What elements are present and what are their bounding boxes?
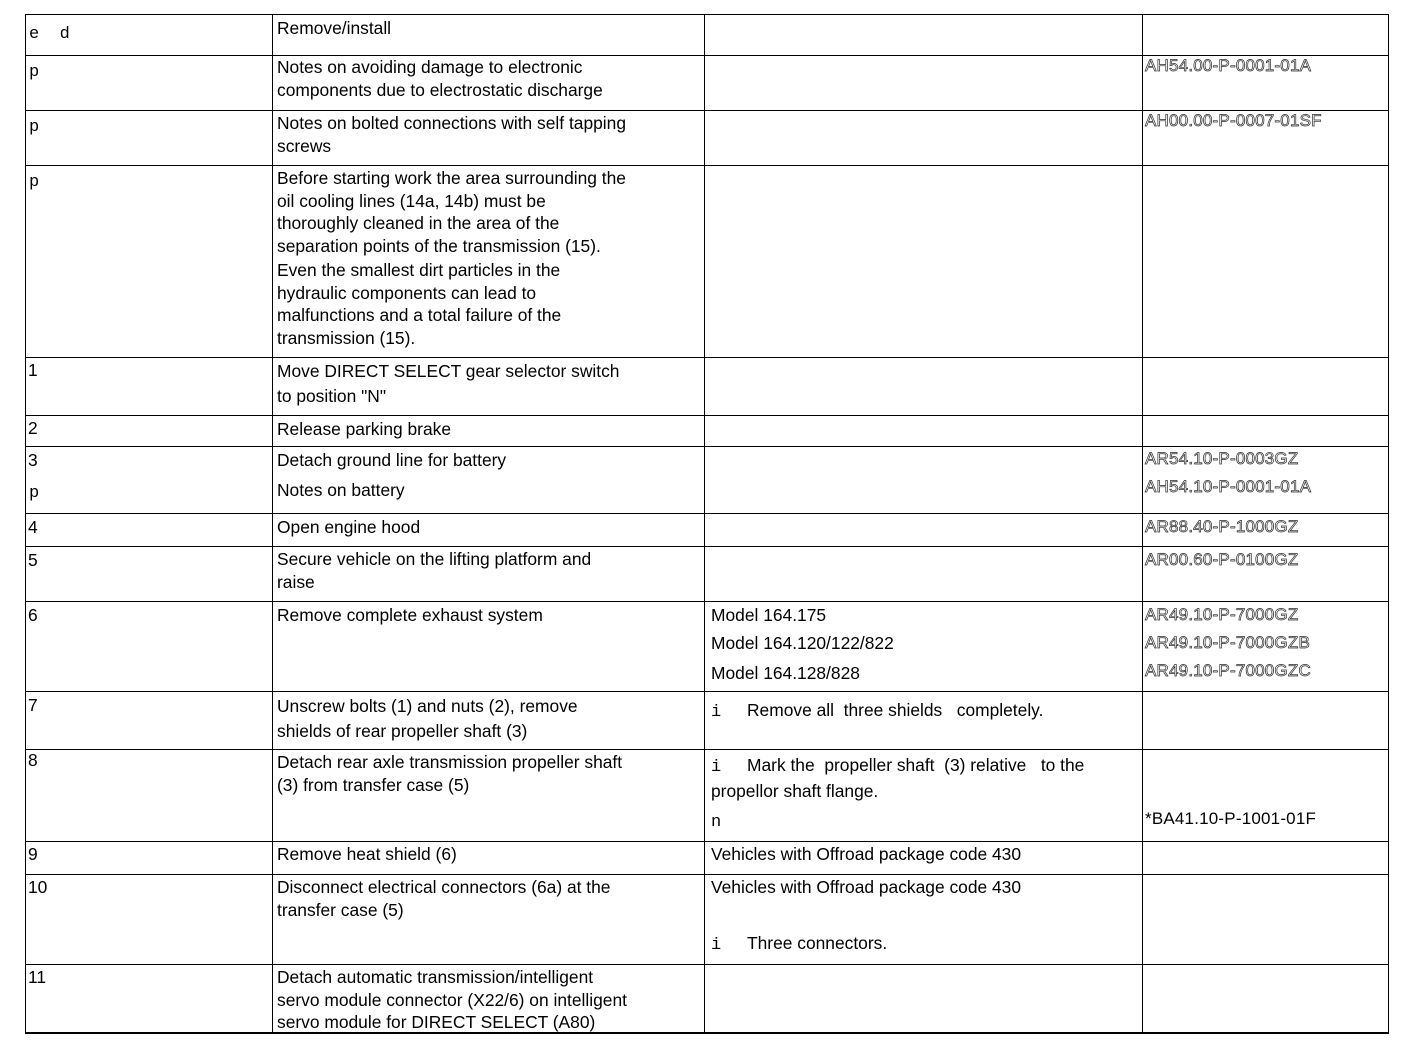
reference-link[interactable]: AH54.10-P-0001-01A (1145, 477, 1312, 496)
row-divider (25, 165, 1389, 166)
reference-link[interactable]: AH54.00-P-0001-01A (1145, 56, 1312, 75)
row-divider (25, 749, 1389, 750)
step-text: Remove complete exhaust system (277, 605, 543, 625)
step-number: 9 (28, 844, 38, 864)
column-divider (1388, 14, 1389, 1034)
info-icon: i (711, 758, 722, 777)
step-text: Release parking brake (277, 419, 452, 439)
step-text: Disconnect electrical connectors (6a) at the transfer case (5) (277, 877, 611, 920)
step-number: 4 (28, 517, 38, 537)
step-text: Notes on battery (277, 480, 405, 500)
model-applicability: Model 164.120/122/822 (711, 633, 894, 653)
step-text: Remove heat shield (6) (277, 844, 457, 864)
step-number: 10 (28, 877, 48, 897)
procedure-table (25, 14, 1389, 1034)
row-divider (25, 357, 1389, 358)
step-text: Notes on bolted connections with self tapping screws (277, 113, 627, 156)
step-text: Unscrew bolts (1) and nuts (2), remove shields of rear propeller shaft (3) (277, 696, 578, 741)
step-number: 7 (28, 695, 38, 715)
step-number: 3 (28, 450, 38, 470)
row-divider (25, 691, 1389, 692)
row-divider (25, 14, 1389, 15)
step-number: 2 (28, 418, 38, 438)
step-marker: p (29, 118, 40, 137)
note-text: Remove all three shields completely. (747, 700, 1044, 720)
reference-link[interactable]: AR88.40-P-1000GZ (1145, 517, 1299, 536)
step-text: Notes on avoiding damage to electronic components due to electrostatic discharge (277, 57, 603, 100)
note-text-continued: propellor shaft flange. (711, 781, 879, 801)
step-text: Secure vehicle on the lifting platform and raise (277, 549, 592, 592)
step-text: Move DIRECT SELECT gear selector switch to position "N" (277, 361, 620, 406)
note-marker: n (711, 813, 722, 832)
note-text: Three connectors. (747, 933, 888, 953)
step-text: Before starting work the area surrounding the oil cooling lines (14a, 14b) must be thoroughly cleaned in the area of the separation points of the transmission (15). (277, 168, 626, 256)
row-divider (25, 964, 1389, 965)
step-marker: p (29, 484, 40, 503)
column-divider (272, 14, 273, 1034)
step-text: Open engine hood (277, 517, 421, 537)
reference-link[interactable]: AR49.10-P-7000GZ (1145, 605, 1299, 624)
row-divider (25, 546, 1389, 547)
model-applicability: Model 164.128/828 (711, 663, 860, 683)
row-divider (25, 874, 1389, 875)
reference-link[interactable]: AR00.60-P-0100GZ (1145, 550, 1299, 569)
step-number: 5 (28, 550, 38, 570)
step-text: Detach automatic transmission/intelligent servo module connector (X22/6) on intelligent servo module for DIRECT SELECT (A80) (277, 967, 627, 1032)
column-divider (25, 14, 26, 1034)
step-marker: p (29, 63, 40, 82)
step-number: 6 (28, 605, 38, 625)
step-number: 1 (28, 360, 38, 380)
step-number: 11 (28, 967, 47, 987)
condition-text: Vehicles with Offroad package code 430 (711, 844, 1022, 864)
column-divider (704, 14, 705, 1034)
step-text: Remove/install (277, 18, 392, 38)
row-divider (25, 513, 1389, 514)
column-divider (1142, 14, 1143, 1034)
row-divider (25, 446, 1389, 447)
condition-text: Vehicles with Offroad package code 430 (711, 877, 1022, 897)
reference-link[interactable]: AH00.00-P-0007-01SF (1145, 111, 1322, 130)
step-text: Detach ground line for battery (277, 450, 507, 470)
reference-link[interactable]: AR54.10-P-0003GZ (1145, 449, 1299, 468)
model-applicability: Model 164.175 (711, 605, 827, 625)
step-text-continued: Even the smallest dirt particles in the hydraulic components can lead to malfunctions and a total failure of the transmission (15). (277, 260, 562, 348)
reference-link[interactable]: *BA41.10-P-1001-01F (1145, 809, 1317, 828)
row-divider (25, 415, 1389, 416)
info-icon: i (711, 703, 722, 722)
reference-link[interactable]: AR49.10-P-7000GZC (1145, 661, 1311, 680)
reference-link[interactable]: AR49.10-P-7000GZB (1145, 633, 1310, 652)
step-text: Detach rear axle transmission propeller shaft (3) from transfer case (5) (277, 752, 623, 795)
step-number: 8 (28, 750, 38, 770)
table-bottom-border (25, 1032, 1389, 1034)
step-marker: p (29, 173, 40, 192)
info-icon: i (711, 936, 722, 955)
note-text: Mark the propeller shaft (3) relative to the (747, 755, 1085, 775)
row-divider (25, 601, 1389, 602)
step-marker: e d (29, 25, 70, 44)
row-divider (25, 841, 1389, 842)
